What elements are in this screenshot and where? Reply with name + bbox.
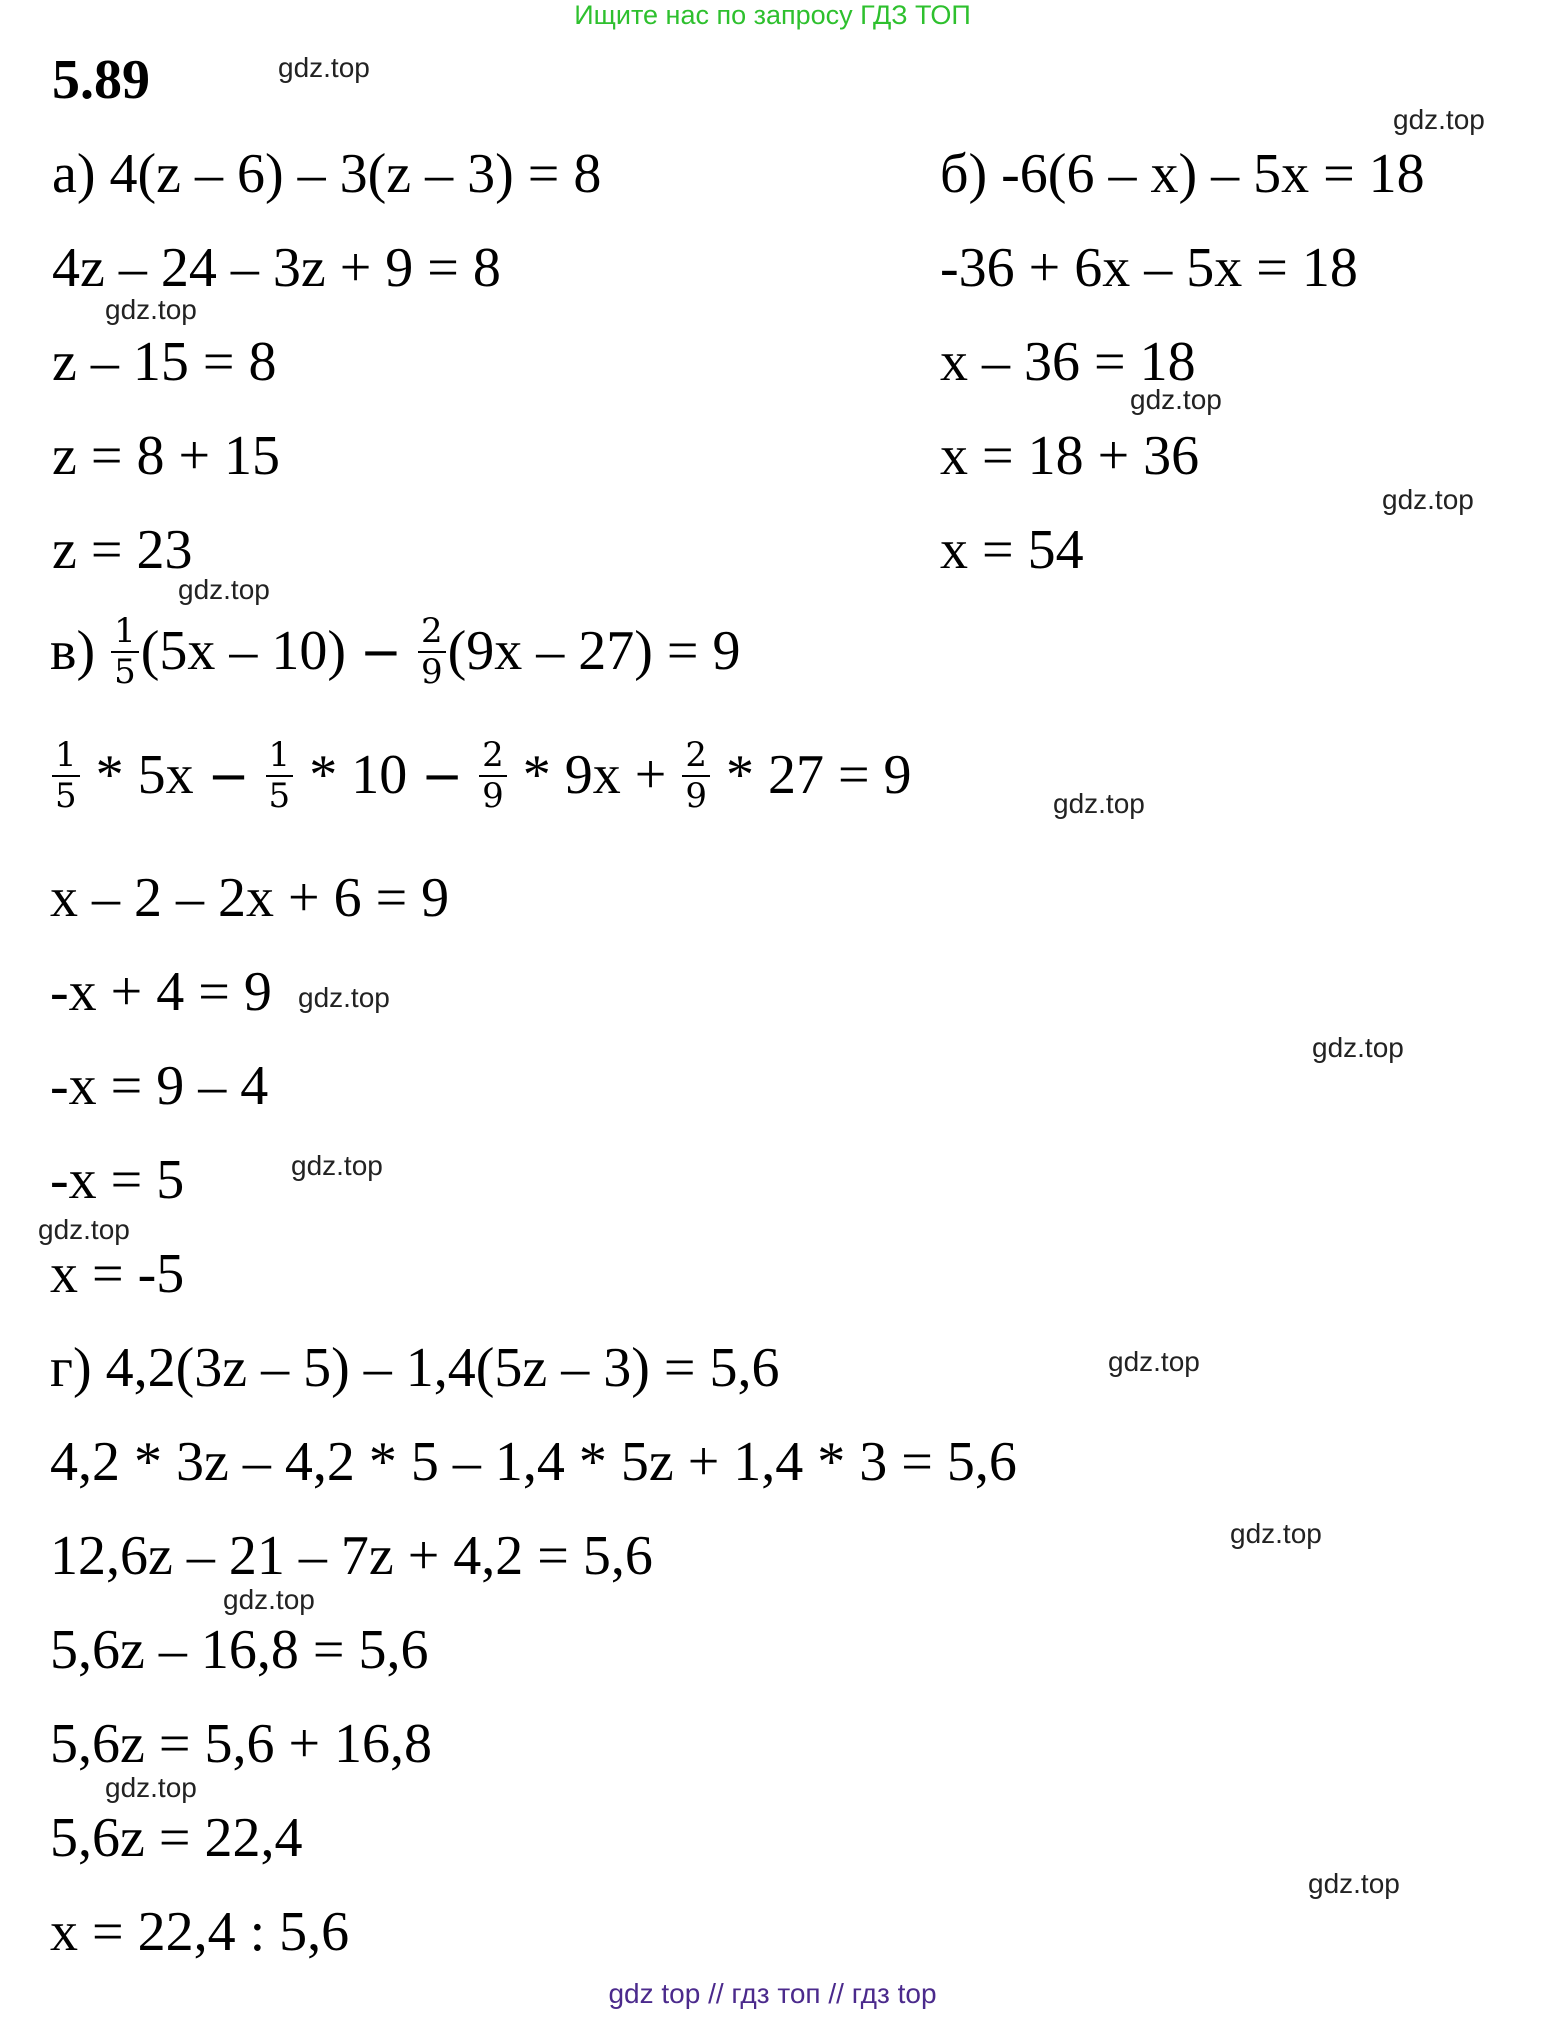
part-v-line-3: x – 2 – 2x + 6 = 9 — [50, 867, 450, 929]
fraction-denominator: 9 — [482, 776, 504, 817]
watermark: gdz.top — [1108, 1346, 1200, 1377]
fraction — [266, 736, 294, 816]
part-g-line-7: x = 22,4 : 5,6 — [50, 1901, 350, 1963]
watermark: gdz.top — [105, 1772, 197, 1803]
part-v-line-4: -x + 4 = 9 — [50, 961, 272, 1023]
part-b-line-5: x = 54 — [940, 519, 1084, 581]
problem-number: 5.89 — [52, 49, 150, 111]
fraction-numerator: 2 — [418, 612, 446, 653]
part-g-line-2: 4,2 * 3z – 4,2 * 5 – 1,4 * 5z + 1,4 * 3 = 5,6 — [50, 1431, 1017, 1493]
fraction-numerator: 2 — [682, 736, 710, 777]
part-g-line-3: 12,6z – 21 – 7z + 4,2 = 5,6 — [50, 1525, 653, 1587]
part-v-line-7: x = -5 — [50, 1243, 185, 1305]
part-a-line-1: а) 4(z – 6) – 3(z – 3) = 8 — [52, 143, 602, 205]
watermark: gdz.top — [298, 982, 390, 1013]
fraction — [682, 736, 710, 816]
expression-term: * 9x + — [508, 743, 681, 806]
part-v-line-5: -x = 9 – 4 — [50, 1055, 269, 1117]
watermark: gdz.top — [1308, 1868, 1400, 1899]
part-g-line-5: 5,6z = 5,6 + 16,8 — [50, 1713, 433, 1775]
part-g-line-4: 5,6z – 16,8 = 5,6 — [50, 1619, 429, 1681]
fraction-numerator: 1 — [266, 736, 294, 777]
minus-sign: − — [421, 746, 464, 805]
watermark: gdz.top — [1393, 104, 1485, 135]
fraction-denominator: 9 — [685, 776, 707, 817]
watermark: gdz.top — [278, 52, 370, 83]
expression-term: * 10 — [295, 743, 422, 806]
minus-sign: − — [360, 622, 402, 681]
part-v-line-1 — [50, 611, 741, 696]
fraction-denominator: 5 — [268, 776, 291, 817]
part-a-line-4: z = 8 + 15 — [52, 425, 281, 487]
part-a-line-3: z – 15 = 8 — [52, 331, 277, 393]
watermark: gdz.top — [38, 1214, 130, 1245]
part-v-label: в) — [50, 619, 96, 682]
fraction — [111, 612, 139, 692]
expression-term: (9x – 27) = 9 — [447, 619, 741, 682]
part-a-line-2: 4z – 24 – 3z + 9 = 8 — [52, 237, 501, 299]
part-g-line-1: г) 4,2(3z – 5) – 1,4(5z – 3) = 5,6 — [50, 1337, 780, 1399]
expression-term: * 27 = 9 — [711, 743, 912, 806]
fraction — [52, 736, 80, 816]
fraction-numerator: 1 — [52, 736, 80, 777]
expression-term: (5x – 10) — [140, 619, 347, 682]
watermark: gdz.top — [291, 1150, 383, 1181]
fraction-numerator: 1 — [111, 612, 139, 653]
part-v-line-6: -x = 5 — [50, 1149, 185, 1211]
part-v-line-2 — [50, 735, 912, 820]
part-b-line-1: б) -6(6 – x) – 5x = 18 — [940, 143, 1425, 205]
watermark: gdz.top — [1130, 384, 1222, 415]
fraction — [479, 736, 507, 816]
watermark: gdz.top — [105, 294, 197, 325]
watermark: gdz.top — [1382, 484, 1474, 515]
watermark: gdz.top — [1053, 788, 1145, 819]
part-b-line-4: x = 18 + 36 — [940, 425, 1200, 487]
watermark: gdz.top — [223, 1584, 315, 1615]
fraction-numerator: 2 — [479, 736, 507, 777]
fraction-denominator: 5 — [55, 776, 77, 817]
part-g-line-6: 5,6z = 22,4 — [50, 1807, 303, 1869]
fraction-denominator: 9 — [420, 652, 443, 693]
fraction-denominator: 5 — [114, 652, 136, 693]
fraction — [418, 612, 446, 692]
top-banner[interactable]: Ищите нас по запросу ГДЗ ТОП — [574, 0, 971, 30]
watermark: gdz.top — [178, 574, 270, 605]
expression-term: * 5x — [81, 743, 208, 806]
minus-sign: − — [207, 746, 250, 805]
footer-links[interactable]: gdz top // гдз топ // гдз top — [608, 1978, 937, 2009]
watermark: gdz.top — [1312, 1032, 1404, 1063]
part-b-line-2: -36 + 6x – 5x = 18 — [940, 237, 1358, 299]
watermark: gdz.top — [1230, 1518, 1322, 1549]
part-a-line-5: z = 23 — [52, 519, 193, 581]
part-b-line-3: x – 36 = 18 — [940, 331, 1196, 393]
